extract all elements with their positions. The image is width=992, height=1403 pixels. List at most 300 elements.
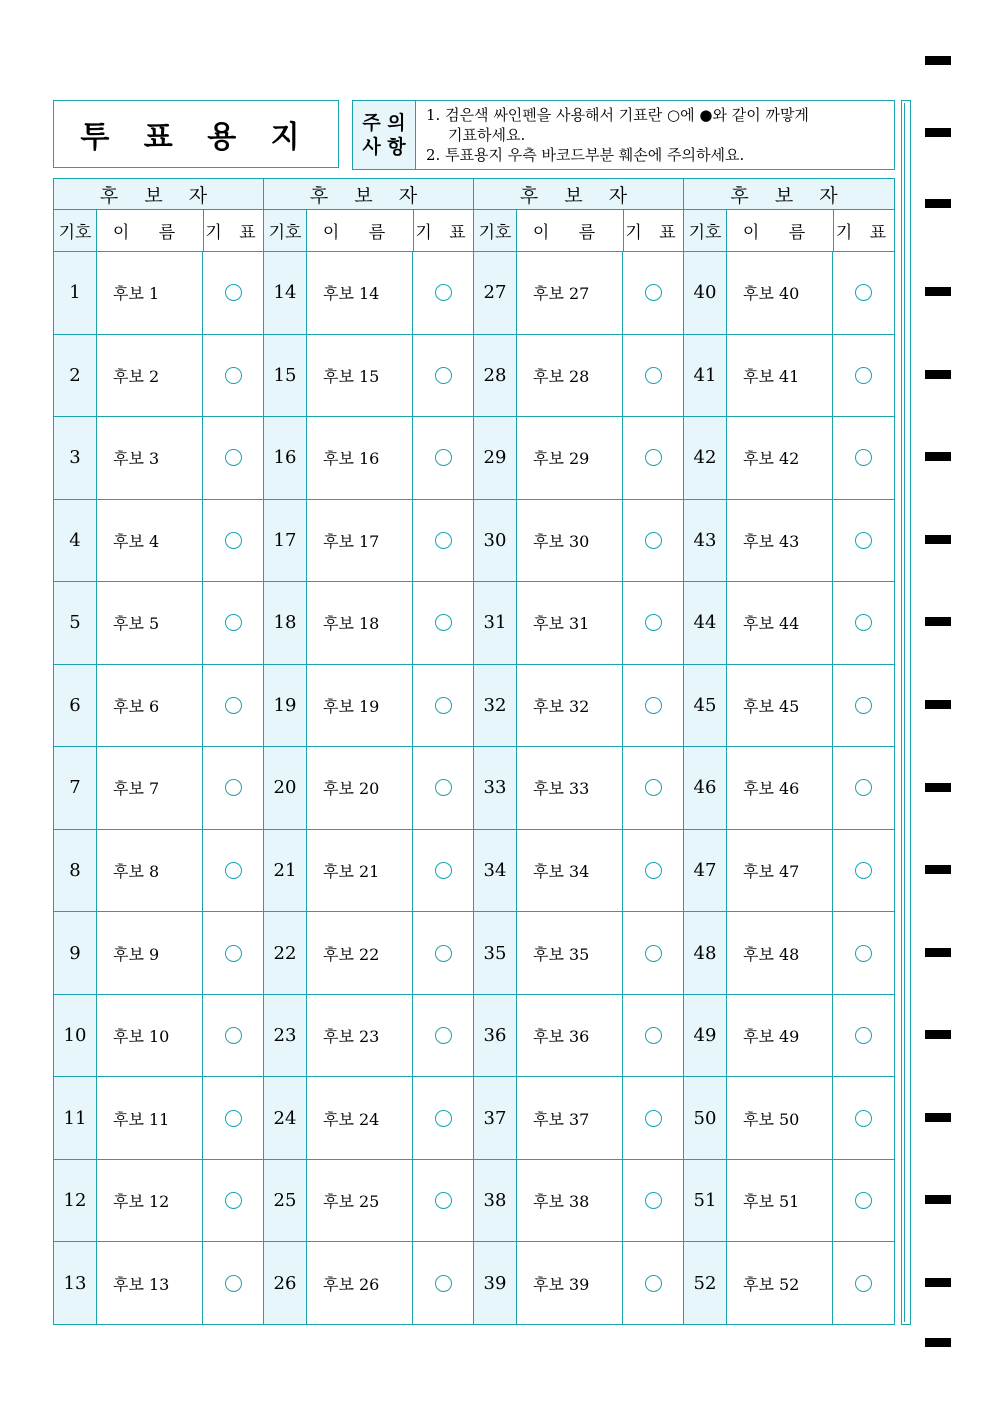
candidate-number: 5 bbox=[54, 582, 97, 664]
timing-mark bbox=[925, 452, 951, 461]
vote-cell[interactable] bbox=[413, 1077, 473, 1159]
candidate-name: 후보 21 bbox=[307, 830, 413, 912]
candidate-number: 39 bbox=[474, 1242, 517, 1324]
number-header: 기호 bbox=[474, 210, 517, 251]
vote-circle-icon[interactable] bbox=[645, 945, 662, 962]
candidate-number: 30 bbox=[474, 500, 517, 582]
vote-header: 기 표 bbox=[415, 223, 472, 243]
candidate-row bbox=[54, 335, 263, 418]
vote-circle-icon[interactable] bbox=[855, 1110, 872, 1127]
candidate-number: 15 bbox=[264, 335, 307, 417]
vote-cell[interactable] bbox=[833, 1242, 894, 1324]
vote-circle-icon[interactable] bbox=[645, 614, 662, 631]
candidate-row bbox=[474, 252, 683, 335]
vote-circle-icon[interactable] bbox=[855, 367, 872, 384]
candidate-row bbox=[474, 500, 683, 583]
vote-circle-icon[interactable] bbox=[855, 1275, 872, 1292]
candidate-name: 후보 48 bbox=[727, 912, 833, 994]
candidate-name: 후보 16 bbox=[307, 417, 413, 499]
vote-circle-icon[interactable] bbox=[855, 779, 872, 796]
candidate-number: 10 bbox=[54, 995, 97, 1077]
candidate-name: 후보 45 bbox=[727, 665, 833, 747]
timing-mark bbox=[925, 617, 951, 626]
candidate-name: 후보 12 bbox=[97, 1160, 203, 1242]
candidate-group-header: 후 보 자 bbox=[54, 179, 263, 210]
notice-label-line1: 주 의 bbox=[362, 112, 406, 134]
candidate-row bbox=[684, 1077, 894, 1160]
timing-mark bbox=[925, 1195, 951, 1204]
candidate-row bbox=[684, 417, 894, 500]
vote-cell[interactable] bbox=[623, 1242, 683, 1324]
candidate-number: 52 bbox=[684, 1242, 727, 1324]
candidate-row bbox=[264, 995, 473, 1078]
candidate-name: 후보 8 bbox=[97, 830, 203, 912]
vote-cell[interactable] bbox=[413, 912, 473, 994]
vote-cell[interactable] bbox=[203, 582, 263, 664]
candidate-row bbox=[474, 417, 683, 500]
timing-mark bbox=[925, 199, 951, 208]
number-header: 기호 bbox=[684, 210, 727, 251]
vote-cell[interactable] bbox=[623, 830, 683, 912]
vote-circle-icon[interactable] bbox=[435, 449, 452, 466]
candidate-name: 후보 41 bbox=[727, 335, 833, 417]
candidate-name: 후보 13 bbox=[97, 1242, 203, 1324]
vote-cell[interactable] bbox=[833, 1077, 894, 1159]
candidate-name: 후보 30 bbox=[517, 500, 623, 582]
candidate-row bbox=[474, 1077, 683, 1160]
candidate-name: 후보 52 bbox=[727, 1242, 833, 1324]
candidate-number: 29 bbox=[474, 417, 517, 499]
candidate-name: 후보 26 bbox=[307, 1242, 413, 1324]
vote-circle-icon[interactable] bbox=[855, 1192, 872, 1209]
vote-cell[interactable] bbox=[833, 747, 894, 829]
candidate-name: 후보 33 bbox=[517, 747, 623, 829]
vote-cell[interactable] bbox=[413, 1242, 473, 1324]
vote-circle-icon[interactable] bbox=[645, 1027, 662, 1044]
candidate-name: 후보 40 bbox=[727, 252, 833, 334]
vote-circle-icon[interactable] bbox=[225, 284, 242, 301]
vote-circle-icon[interactable] bbox=[225, 532, 242, 549]
name-header: 이 름 bbox=[727, 210, 834, 251]
vote-cell[interactable] bbox=[203, 830, 263, 912]
ballot-title-box bbox=[53, 100, 339, 168]
vote-circle-icon[interactable] bbox=[435, 532, 452, 549]
notice-box bbox=[352, 100, 895, 170]
candidate-name: 후보 4 bbox=[97, 500, 203, 582]
candidate-name: 후보 27 bbox=[517, 252, 623, 334]
candidate-row bbox=[264, 1077, 473, 1160]
vote-circle-icon[interactable] bbox=[645, 697, 662, 714]
candidate-number: 46 bbox=[684, 747, 727, 829]
candidate-row bbox=[474, 1160, 683, 1243]
candidate-group-header: 후 보 자 bbox=[264, 179, 473, 210]
vote-cell[interactable] bbox=[203, 252, 263, 334]
candidate-number: 43 bbox=[684, 500, 727, 582]
candidate-number: 27 bbox=[474, 252, 517, 334]
candidate-name: 후보 15 bbox=[307, 335, 413, 417]
number-header: 기호 bbox=[264, 210, 307, 251]
column-subheader bbox=[264, 210, 473, 252]
candidate-name: 후보 17 bbox=[307, 500, 413, 582]
vote-cell[interactable] bbox=[203, 747, 263, 829]
vote-cell[interactable] bbox=[203, 500, 263, 582]
candidate-name: 후보 37 bbox=[517, 1077, 623, 1159]
candidate-row bbox=[684, 912, 894, 995]
candidate-row bbox=[264, 1242, 473, 1324]
ballot-title: 투 표 용 지 bbox=[80, 120, 312, 155]
candidate-row bbox=[264, 335, 473, 418]
vote-cell[interactable] bbox=[623, 582, 683, 664]
vote-circle-icon[interactable] bbox=[645, 1192, 662, 1209]
vote-cell[interactable] bbox=[623, 1077, 683, 1159]
vote-circle-icon[interactable] bbox=[435, 614, 452, 631]
candidate-name: 후보 7 bbox=[97, 747, 203, 829]
column-subheader bbox=[474, 210, 683, 252]
vote-cell[interactable] bbox=[413, 335, 473, 417]
vote-cell[interactable] bbox=[413, 747, 473, 829]
vote-cell[interactable] bbox=[623, 1160, 683, 1242]
candidate-row bbox=[474, 1242, 683, 1324]
candidate-number: 36 bbox=[474, 995, 517, 1077]
candidate-row bbox=[54, 582, 263, 665]
vote-circle-icon[interactable] bbox=[225, 697, 242, 714]
candidate-number: 18 bbox=[264, 582, 307, 664]
candidate-name: 후보 42 bbox=[727, 417, 833, 499]
candidate-row bbox=[684, 830, 894, 913]
candidate-group-header: 후 보 자 bbox=[474, 179, 683, 210]
notice-line-2: 2. 투표용지 우측 바코드부분 훼손에 주의하세요. bbox=[426, 146, 745, 164]
vote-cell[interactable] bbox=[203, 995, 263, 1077]
vote-circle-icon[interactable] bbox=[855, 532, 872, 549]
candidate-row bbox=[474, 335, 683, 418]
candidate-name: 후보 20 bbox=[307, 747, 413, 829]
candidate-row bbox=[474, 582, 683, 665]
candidate-row bbox=[474, 665, 683, 748]
vote-circle-icon[interactable] bbox=[855, 945, 872, 962]
candidate-row bbox=[684, 665, 894, 748]
candidate-row bbox=[264, 1160, 473, 1243]
candidate-name: 후보 3 bbox=[97, 417, 203, 499]
candidate-row bbox=[264, 252, 473, 335]
candidate-name: 후보 36 bbox=[517, 995, 623, 1077]
vote-circle-icon[interactable] bbox=[645, 1110, 662, 1127]
candidate-name: 후보 35 bbox=[517, 912, 623, 994]
vote-circle-icon[interactable] bbox=[855, 862, 872, 879]
timing-mark bbox=[925, 783, 951, 792]
timing-mark bbox=[925, 1113, 951, 1122]
vote-cell[interactable] bbox=[203, 417, 263, 499]
candidate-name: 후보 29 bbox=[517, 417, 623, 499]
vote-circle-icon[interactable] bbox=[225, 1275, 242, 1292]
candidate-row bbox=[264, 830, 473, 913]
candidate-number: 22 bbox=[264, 912, 307, 994]
candidate-name: 후보 51 bbox=[727, 1160, 833, 1242]
candidate-row bbox=[684, 995, 894, 1078]
candidate-name: 후보 2 bbox=[97, 335, 203, 417]
vote-circle-icon[interactable] bbox=[225, 367, 242, 384]
timing-mark bbox=[925, 948, 951, 957]
candidate-number: 45 bbox=[684, 665, 727, 747]
candidate-name: 후보 25 bbox=[307, 1160, 413, 1242]
vote-circle-icon[interactable] bbox=[645, 449, 662, 466]
vote-circle-icon[interactable] bbox=[855, 449, 872, 466]
vote-cell[interactable] bbox=[413, 417, 473, 499]
timing-mark bbox=[925, 535, 951, 544]
vote-circle-icon[interactable] bbox=[645, 779, 662, 796]
candidate-row bbox=[54, 912, 263, 995]
candidate-number: 7 bbox=[54, 747, 97, 829]
vote-circle-icon[interactable] bbox=[435, 945, 452, 962]
vote-circle-icon[interactable] bbox=[435, 367, 452, 384]
vote-cell[interactable] bbox=[623, 252, 683, 334]
candidate-name: 후보 6 bbox=[97, 665, 203, 747]
vote-cell[interactable] bbox=[833, 995, 894, 1077]
candidate-name: 후보 49 bbox=[727, 995, 833, 1077]
candidate-number: 37 bbox=[474, 1077, 517, 1159]
candidate-row bbox=[684, 582, 894, 665]
candidate-row bbox=[54, 1160, 263, 1243]
vote-cell[interactable] bbox=[413, 1160, 473, 1242]
vote-cell[interactable] bbox=[833, 335, 894, 417]
vote-cell[interactable] bbox=[413, 995, 473, 1077]
candidate-name: 후보 39 bbox=[517, 1242, 623, 1324]
candidate-row bbox=[54, 500, 263, 583]
vote-cell[interactable] bbox=[623, 335, 683, 417]
candidate-name: 후보 18 bbox=[307, 582, 413, 664]
vote-circle-icon[interactable] bbox=[645, 1275, 662, 1292]
vote-cell[interactable] bbox=[623, 500, 683, 582]
candidate-name: 후보 31 bbox=[517, 582, 623, 664]
ballot-table bbox=[53, 178, 895, 1325]
candidate-row bbox=[54, 417, 263, 500]
candidate-group-header: 후 보 자 bbox=[684, 179, 894, 210]
candidate-number: 38 bbox=[474, 1160, 517, 1242]
candidate-row bbox=[54, 830, 263, 913]
candidate-number: 14 bbox=[264, 252, 307, 334]
candidate-number: 40 bbox=[684, 252, 727, 334]
candidate-row bbox=[54, 995, 263, 1078]
vote-cell[interactable] bbox=[413, 582, 473, 664]
name-header: 이 름 bbox=[517, 210, 624, 251]
candidate-number: 19 bbox=[264, 665, 307, 747]
vote-cell[interactable] bbox=[203, 1077, 263, 1159]
candidate-name: 후보 34 bbox=[517, 830, 623, 912]
candidate-name: 후보 24 bbox=[307, 1077, 413, 1159]
vote-header: 기 표 bbox=[205, 223, 262, 243]
candidate-number: 26 bbox=[264, 1242, 307, 1324]
candidate-number: 23 bbox=[264, 995, 307, 1077]
candidate-name: 후보 44 bbox=[727, 582, 833, 664]
candidate-name: 후보 46 bbox=[727, 747, 833, 829]
vote-circle-icon[interactable] bbox=[225, 614, 242, 631]
candidate-row bbox=[264, 582, 473, 665]
candidate-name: 후보 5 bbox=[97, 582, 203, 664]
vote-header: 기 표 bbox=[625, 223, 682, 243]
candidate-number: 21 bbox=[264, 830, 307, 912]
vote-cell[interactable] bbox=[833, 830, 894, 912]
vote-cell[interactable] bbox=[203, 912, 263, 994]
candidate-number: 32 bbox=[474, 665, 517, 747]
vote-cell[interactable] bbox=[623, 747, 683, 829]
vote-cell[interactable] bbox=[623, 912, 683, 994]
candidate-number: 35 bbox=[474, 912, 517, 994]
candidate-name: 후보 23 bbox=[307, 995, 413, 1077]
vote-circle-icon[interactable] bbox=[225, 862, 242, 879]
candidate-number: 41 bbox=[684, 335, 727, 417]
candidate-number: 24 bbox=[264, 1077, 307, 1159]
candidate-name: 후보 50 bbox=[727, 1077, 833, 1159]
candidate-column bbox=[264, 179, 474, 1324]
candidate-number: 49 bbox=[684, 995, 727, 1077]
vote-cell[interactable] bbox=[203, 665, 263, 747]
vote-cell[interactable] bbox=[413, 830, 473, 912]
candidate-name: 후보 14 bbox=[307, 252, 413, 334]
candidate-column bbox=[54, 179, 264, 1324]
candidate-number: 42 bbox=[684, 417, 727, 499]
vote-circle-icon[interactable] bbox=[225, 1192, 242, 1209]
candidate-number: 51 bbox=[684, 1160, 727, 1242]
vote-circle-icon[interactable] bbox=[855, 284, 872, 301]
candidate-row bbox=[684, 747, 894, 830]
name-header: 이 름 bbox=[307, 210, 414, 251]
vote-circle-icon[interactable] bbox=[435, 779, 452, 796]
vote-circle-icon[interactable] bbox=[645, 367, 662, 384]
vote-cell[interactable] bbox=[833, 912, 894, 994]
notice-text bbox=[416, 101, 894, 169]
candidate-row bbox=[264, 417, 473, 500]
candidate-number: 20 bbox=[264, 747, 307, 829]
vote-circle-icon[interactable] bbox=[435, 1192, 452, 1209]
vote-cell[interactable] bbox=[203, 1160, 263, 1242]
candidate-number: 28 bbox=[474, 335, 517, 417]
candidate-row bbox=[684, 335, 894, 418]
candidate-row bbox=[474, 995, 683, 1078]
vote-cell[interactable] bbox=[833, 665, 894, 747]
candidate-row bbox=[54, 1077, 263, 1160]
vote-circle-icon[interactable] bbox=[855, 1027, 872, 1044]
vote-cell[interactable] bbox=[623, 417, 683, 499]
vote-circle-icon[interactable] bbox=[225, 1027, 242, 1044]
vote-cell[interactable] bbox=[833, 417, 894, 499]
candidate-name: 후보 9 bbox=[97, 912, 203, 994]
name-header: 이 름 bbox=[97, 210, 204, 251]
timing-mark bbox=[925, 56, 951, 65]
candidate-name: 후보 32 bbox=[517, 665, 623, 747]
candidate-row bbox=[684, 1242, 894, 1324]
timing-mark bbox=[925, 1278, 951, 1287]
vote-cell[interactable] bbox=[413, 252, 473, 334]
candidate-name: 후보 47 bbox=[727, 830, 833, 912]
candidate-number: 13 bbox=[54, 1242, 97, 1324]
candidate-number: 12 bbox=[54, 1160, 97, 1242]
candidate-number: 25 bbox=[264, 1160, 307, 1242]
vote-circle-icon[interactable] bbox=[435, 862, 452, 879]
candidate-name: 후보 43 bbox=[727, 500, 833, 582]
candidate-number: 33 bbox=[474, 747, 517, 829]
candidate-number: 4 bbox=[54, 500, 97, 582]
vote-circle-icon[interactable] bbox=[855, 614, 872, 631]
candidate-row bbox=[684, 500, 894, 583]
vote-cell[interactable] bbox=[203, 1242, 263, 1324]
candidate-column bbox=[684, 179, 894, 1324]
vote-circle-icon[interactable] bbox=[435, 697, 452, 714]
vote-cell[interactable] bbox=[833, 500, 894, 582]
candidate-row bbox=[54, 665, 263, 748]
candidate-row bbox=[474, 912, 683, 995]
candidate-number: 3 bbox=[54, 417, 97, 499]
notice-label-line2: 사 항 bbox=[362, 136, 406, 158]
candidate-row bbox=[474, 747, 683, 830]
candidate-name: 후보 28 bbox=[517, 335, 623, 417]
candidate-number: 6 bbox=[54, 665, 97, 747]
candidate-number: 1 bbox=[54, 252, 97, 334]
side-perforation-strip bbox=[901, 100, 911, 1325]
vote-cell[interactable] bbox=[623, 995, 683, 1077]
candidate-name: 후보 22 bbox=[307, 912, 413, 994]
vote-circle-icon[interactable] bbox=[645, 532, 662, 549]
vote-cell[interactable] bbox=[833, 582, 894, 664]
timing-mark bbox=[925, 1030, 951, 1039]
candidate-number: 16 bbox=[264, 417, 307, 499]
vote-cell[interactable] bbox=[833, 252, 894, 334]
vote-circle-icon[interactable] bbox=[225, 945, 242, 962]
vote-cell[interactable] bbox=[413, 665, 473, 747]
candidate-number: 11 bbox=[54, 1077, 97, 1159]
vote-circle-icon[interactable] bbox=[225, 1110, 242, 1127]
vote-circle-icon[interactable] bbox=[645, 284, 662, 301]
timing-mark bbox=[925, 128, 951, 137]
vote-cell[interactable] bbox=[203, 335, 263, 417]
candidate-row bbox=[54, 747, 263, 830]
candidate-row bbox=[264, 500, 473, 583]
candidate-row bbox=[54, 252, 263, 335]
vote-circle-icon[interactable] bbox=[225, 449, 242, 466]
column-subheader bbox=[54, 210, 263, 252]
candidate-number: 8 bbox=[54, 830, 97, 912]
vote-header: 기 표 bbox=[835, 223, 893, 243]
candidate-row bbox=[264, 747, 473, 830]
vote-circle-icon[interactable] bbox=[645, 862, 662, 879]
candidate-number: 17 bbox=[264, 500, 307, 582]
candidate-row bbox=[684, 1160, 894, 1243]
candidate-row bbox=[264, 665, 473, 748]
timing-mark bbox=[925, 1338, 951, 1347]
vote-cell[interactable] bbox=[833, 1160, 894, 1242]
notice-line-1: 1. 검은색 싸인펜을 사용해서 기표란 ○에 ●와 같이 까맣게 bbox=[426, 106, 809, 124]
candidate-row bbox=[54, 1242, 263, 1324]
vote-cell[interactable] bbox=[413, 500, 473, 582]
candidate-name: 후보 1 bbox=[97, 252, 203, 334]
timing-mark bbox=[925, 865, 951, 874]
candidate-number: 44 bbox=[684, 582, 727, 664]
vote-circle-icon[interactable] bbox=[225, 779, 242, 796]
vote-circle-icon[interactable] bbox=[435, 1275, 452, 1292]
candidate-number: 34 bbox=[474, 830, 517, 912]
vote-circle-icon[interactable] bbox=[855, 697, 872, 714]
candidate-number: 2 bbox=[54, 335, 97, 417]
vote-cell[interactable] bbox=[623, 665, 683, 747]
candidate-row bbox=[474, 830, 683, 913]
candidate-number: 9 bbox=[54, 912, 97, 994]
candidate-name: 후보 38 bbox=[517, 1160, 623, 1242]
candidate-column bbox=[474, 179, 684, 1324]
vote-circle-icon[interactable] bbox=[435, 1027, 452, 1044]
timing-mark bbox=[925, 700, 951, 709]
vote-circle-icon[interactable] bbox=[435, 1110, 452, 1127]
candidate-row bbox=[264, 912, 473, 995]
number-header: 기호 bbox=[54, 210, 97, 251]
vote-circle-icon[interactable] bbox=[435, 284, 452, 301]
